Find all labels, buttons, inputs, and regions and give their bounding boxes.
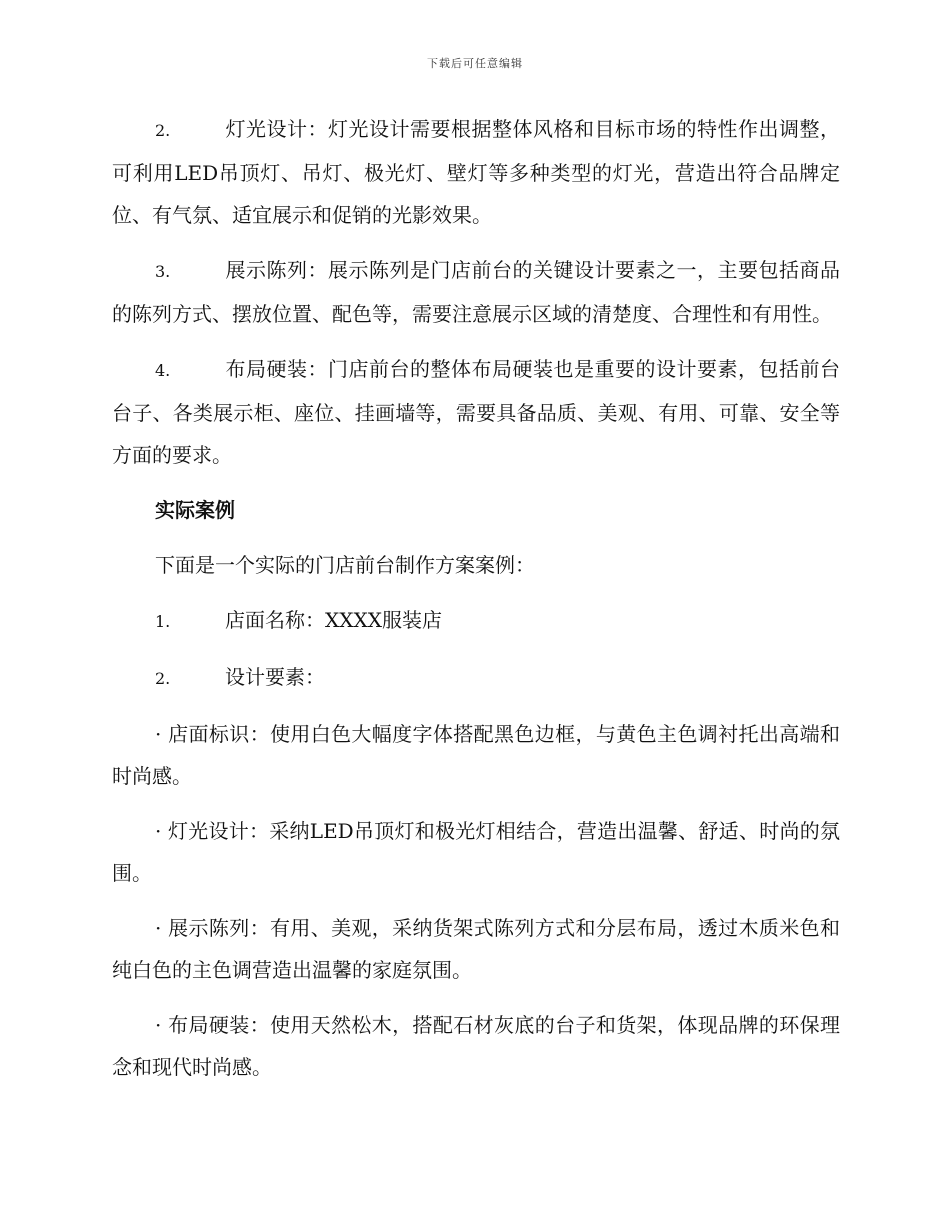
list-item-number: 4. (155, 361, 171, 380)
list-item-text: 布局硬装：门店前台的整体布局硬装也是重要的设计要素，包括前台台子、各类展示柜、座位、挂画墙等，需要具备品质、美观、有用、可靠、安全等方面的要求。 (112, 357, 840, 467)
list-item-text: 灯光设计：灯光设计需要根据整体风格和目标市场的特性作出调整，可利用LED吊顶灯、吊灯、极光灯、壁灯等多种类型的灯光，营造出符合品牌定位、有气氛、适宜展示和促销的光影效果。 (112, 117, 840, 227)
list-item-store-name (112, 599, 840, 643)
bullet-item-display: · 展示陈列：有用、美观，采纳货架式陈列方式和分层布局，透过木质米色和纯白色的主色调营造出温馨的家庭氛围。 (112, 916, 840, 982)
page-header: 下载后可任意编辑 (427, 57, 523, 70)
list-item-number: 2. (155, 121, 171, 140)
bullet-item-signage: · 店面标识：使用白色大幅度字体搭配黑色边框，与黄色主色调衬托出高端和时尚感。 (112, 722, 840, 788)
section-heading: 实际案例 (155, 498, 235, 522)
list-item-lighting (112, 108, 840, 236)
document-body (112, 108, 840, 1101)
list-item-display (112, 249, 840, 335)
list-item-text: 店面名称：XXXX服装店 (225, 608, 442, 632)
bullet-item-layout: · 布局硬装：使用天然松木，搭配石材灰底的台子和货架，体现品牌的环保理念和现代时尚感。 (112, 1013, 840, 1079)
bullet-item-lighting: · 灯光设计：采纳LED吊顶灯和极光灯相结合，营造出温馨、舒适、时尚的氛围。 (112, 819, 840, 885)
list-item-layout (112, 348, 840, 476)
list-item-text: 设计要素： (225, 665, 325, 689)
list-item-number: 2. (155, 669, 171, 688)
list-item-text: 展示陈列：展示陈列是门店前台的关键设计要素之一，主要包括商品的陈列方式、摆放位置、配色等，需要注意展示区域的清楚度、合理性和有用性。 (112, 258, 840, 326)
list-item-number: 3. (155, 262, 171, 281)
section-intro: 下面是一个实际的门店前台制作方案案例： (155, 553, 535, 577)
list-item-design-elements (112, 656, 840, 700)
list-item-number: 1. (155, 612, 171, 631)
